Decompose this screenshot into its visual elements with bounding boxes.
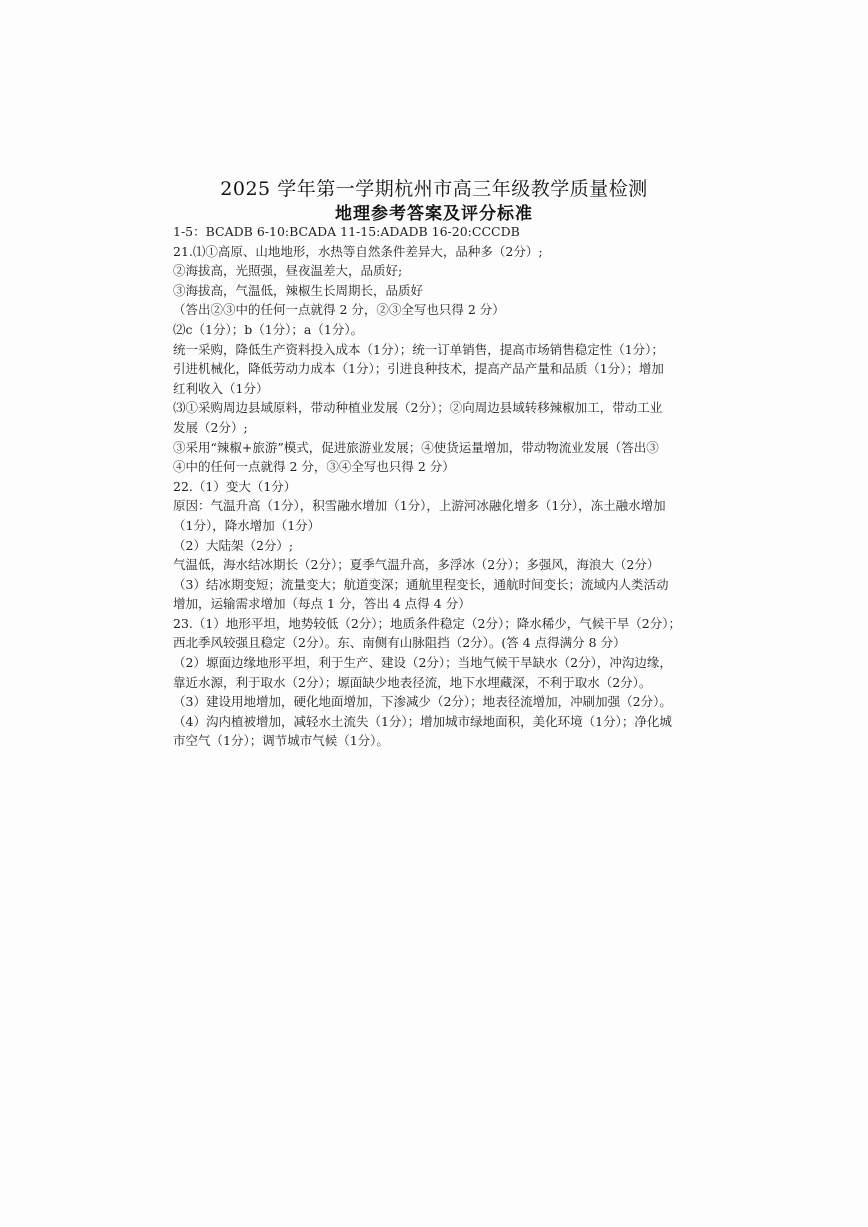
answer-line: 红利收入（1分） [173, 380, 269, 396]
exam-title: 2025 学年第一学期杭州市高三年级教学质量检测 [220, 178, 648, 200]
answer-line: ④中的任何一点就得 2 分，③④全写也只得 2 分） [173, 459, 455, 475]
answer-line: （3）结冰期变短；流量变大；航道变深；通航里程变长，通航时间变长；流域内人类活动 [173, 576, 669, 592]
answer-line: （2）塬面边缘地形平坦，利于生产、建设（2分）；当地气候干旱缺水（2分），冲沟边缘， [173, 655, 672, 671]
answer-line: ⑵c（1分）；b（1分）；a（1分）。 [173, 321, 364, 337]
answer-line: 23.（1）地形平坦，地势较低（2分）；地质条件稳定（2分）；降水稀少，气候干旱（2分）； [173, 615, 681, 631]
answer-line: ②海拔高，光照强，昼夜温差大，品质好; [173, 263, 403, 279]
answer-line: 增加，运输需求增加（每点 1 分，答出 4 点得 4 分） [173, 596, 471, 612]
answer-line: （2）大陆架（2分）; [173, 537, 294, 553]
answer-line: 1-5：BCADB 6-10:BCADA 11-15:ADADB 16-20:CCCDB [173, 224, 520, 239]
answer-line: 靠近水源，利于取水（2分）；塬面缺少地表径流，地下水埋藏深，不利于取水（2分）。 [173, 674, 652, 690]
answer-line: 气温低，海水结冰期长（2分）；夏季气温升高，多浮冰（2分）；多强风，海浪大（2分） [173, 557, 660, 573]
answer-line: 21.⑴①高原、山地地形，水热等自然条件差异大，品种多（2分）; [173, 243, 543, 259]
answer-line: 22.（1）变大（1分） [173, 478, 297, 494]
answer-line: 西北季风较强且稳定（2分）。东、南侧有山脉阻挡（2分）。(答 4 点得满分 8 分） [173, 635, 626, 651]
answer-line: （3）建设用地增加，硬化地面增加，下渗减少（2分）；地表径流增加，冲刷加强（2分）。 [173, 694, 672, 710]
answer-key-subtitle: 地理参考答案及评分标准 [335, 204, 533, 224]
answer-line: ③海拔高，气温低，辣椒生长周期长，品质好 [173, 282, 424, 298]
answer-line: 引进机械化，降低劳动力成本（1分）；引进良种技术，提高产品产量和品质（1分）；增加 [173, 361, 664, 377]
answer-line: （答出②③中的任何一点就得 2 分，②③全写也只得 2 分） [173, 302, 505, 318]
answer-line: 原因：气温升高（1分），积雪融水增加（1分），上游河冰融化增多（1分），冻土融水增加 [173, 498, 666, 514]
answer-line: ③采用“辣椒+旅游”模式，促进旅游业发展；④使货运量增加，带动物流业发展（答出③ [173, 439, 659, 455]
answer-line: 统一采购，降低生产资料投入成本（1分）；统一订单销售，提高市场销售稳定性（1分）； [173, 341, 664, 357]
answer-line: （4）沟内植被增加，减轻水土流失（1分）；增加城市绿地面积，美化环境（1分）；净化城 [173, 713, 672, 729]
answer-line: （1分），降水增加（1分） [173, 517, 321, 533]
answer-line: 市空气（1分）；调节城市气候（1分）。 [173, 733, 389, 749]
answer-line: 发展（2分）; [173, 419, 248, 435]
answer-line: ⑶①采购周边县域原料，带动种植业发展（2分）；②向周边县域转移辣椒加工，带动工业 [173, 400, 663, 416]
answer-content [173, 222, 701, 751]
